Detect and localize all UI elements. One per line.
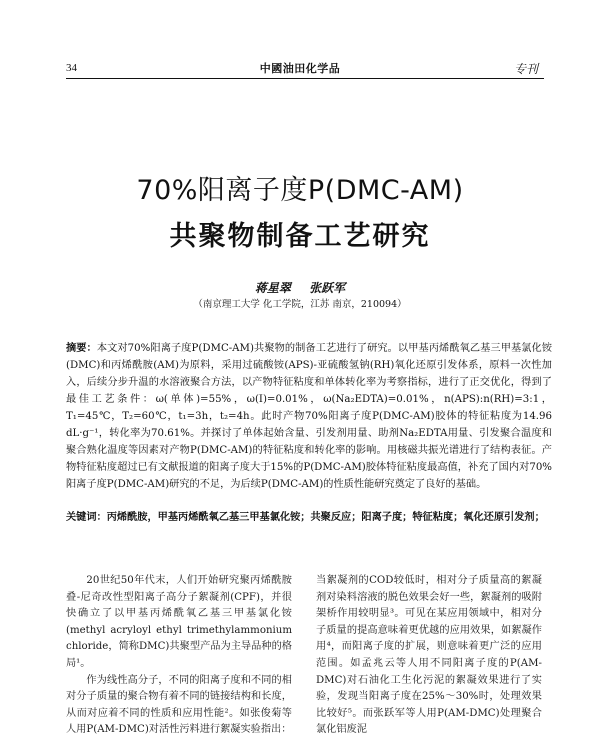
page-number: 34: [66, 62, 77, 74]
keywords-label: 关键词：: [66, 511, 107, 523]
affiliation: （南京理工大学 化工学院，江苏 南京，210094）: [193, 299, 407, 310]
body-paragraph: 20世纪50年代末，人们开始研究聚丙烯酰胺叠-尼奇改性型阳离子高分子絮凝剂(CPF)，并很快确立了以甲基丙烯酰氧乙基三甲基氯化铵(methyl acryloyl ethyl trimethylammonium chloride，简称DMC)共聚型产品为主导品种的格局¹。: [66, 575, 292, 669]
abstract-label: 摘要：: [66, 342, 97, 354]
authors: 蒋星翠 张跃军: [254, 281, 346, 295]
body-column-left: [66, 573, 292, 739]
paper-title-line-1: 70%阳离子度P(DMC-AM): [136, 175, 464, 206]
body-paragraph: 当絮凝剂的COD较低时，相对分子质量高的絮凝剂对染料溶液的脱色效果会好一些，絮凝剂的吸附架桥作用较明显³。可见在某应用领域中，相对分子质量的提高意味着更优越的应用效果，如絮凝作用⁴，而阳离子度的扩展，则意味着更广泛的应用范围。如孟兆云等人用不同阳离子度的P(AM-DMC)对石油化工生化污泥的絮凝效果进行了实验，发现当阳离子度在25%～30%时，处理效果比较好⁵。而张跃军等人用P(AM-DMC)处理聚合氯化铝废泥: [316, 575, 542, 736]
page-header: [0, 0, 600, 80]
body-column-right: [316, 573, 542, 739]
abstract-text: 本文对70%阳离子度P(DMC-AM)共聚物的制备工艺进行了研究。以甲基丙烯酰氧乙基三甲基氯化铵(DMC)和丙烯酰胺(AM)为原料，采用过硫酸铵(APS)-亚硫酸氢钠(RH)氧化还原引发体系，原料一次性加入，后续分步升温的水溶液聚合方法，以产物特征粘度和单体转化率为考察指标，进行了正交优化，得到了最佳工艺条件：ω(单体)=55%，ω(I)=0.01%，ω(Na₂EDTA)=0.01%，n(APS):n(RH)=3:1，T₁=45℃，T₂=60℃，t₁=3h，t₂=4h。此时产物70%阳离子度P(DMC-AM)胶体的特征粘度为14.96 dL·g⁻¹，转化率为70.61%。并探讨了单体起始含量、引发剂用量、助剂Na₂EDTA用量、引发聚合温度和聚合熟化温度等因素对产物P(DMC-AM)的特征粘度和转化率的影响。用核磁共振光谱进行了结构表征。产物特征粘度超过已有文献报道的阳离子度大于15%的P(DMC-AM)胶体特征粘度最高值，补充了国内对70%阳离子度P(DMC-AM)研究的不足，为后续P(DMC-AM)的性质性能研究奠定了良好的基础。: [66, 343, 553, 490]
header-rule: [66, 78, 544, 79]
paper-title-line-2: 共聚物制备工艺研究: [169, 221, 431, 252]
abstract: [66, 340, 552, 493]
keywords: [66, 509, 552, 526]
issue-tag: 专刊: [513, 62, 538, 76]
body-paragraph: 作为线性高分子，不同的阳离子度和不同的相对分子质量的聚合物有着不同的链接结构和长度，从而对应着不同的性质和应用性能²。如张俊菊等人用P(AM-DMC)对活性污料进行絮凝实验指出：: [66, 674, 292, 736]
keywords-text: 丙烯酰胺，甲基丙烯酰氧乙基三甲基氯化铵；共聚反应；阳离子度；特征粘度；氧化还原引发剂；: [106, 511, 545, 523]
journal-name: 中國油田化学品: [259, 62, 341, 75]
